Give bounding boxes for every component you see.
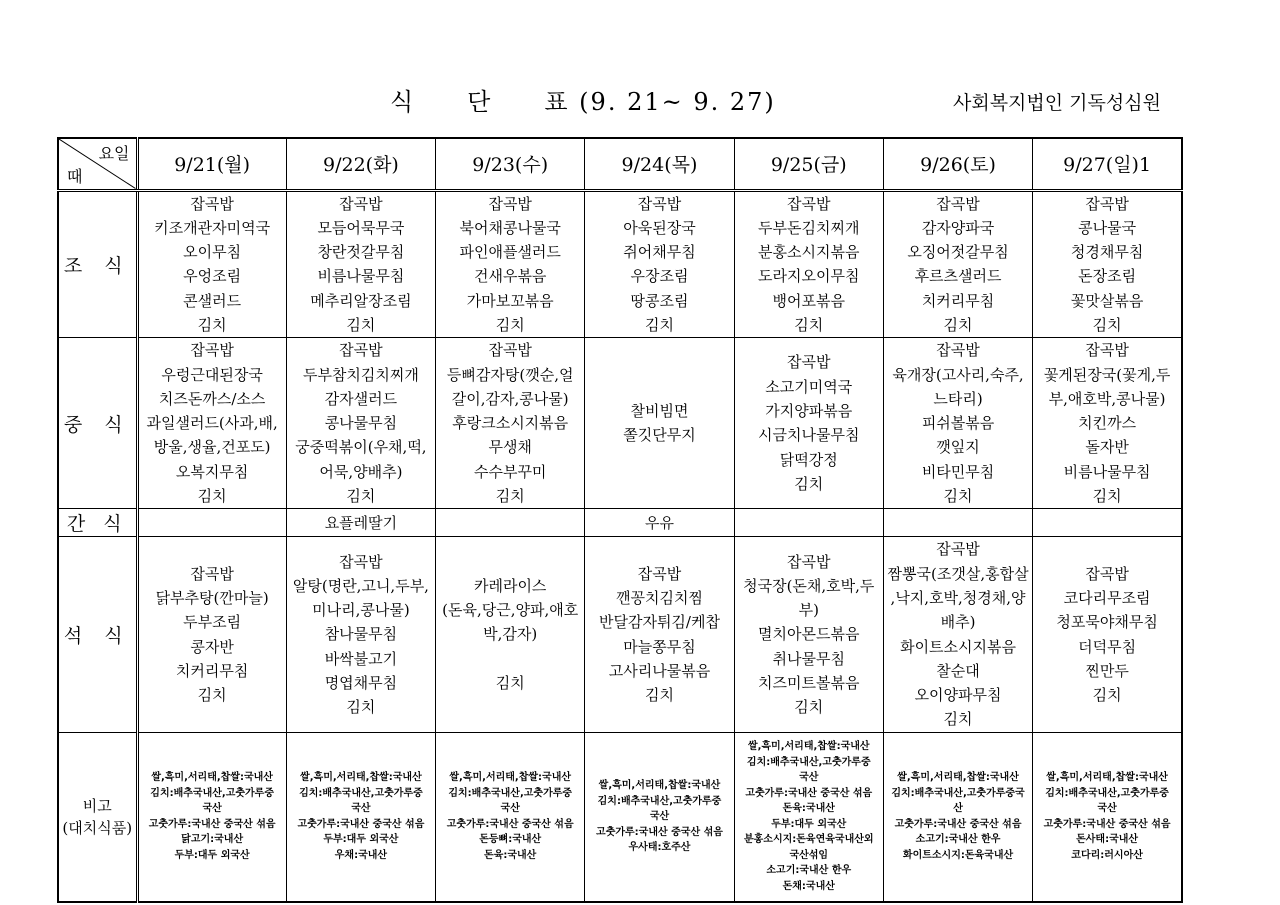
menu-item: 꽃맛살볶음 xyxy=(1070,291,1144,310)
meal-label-snack: 간 식 xyxy=(58,509,137,537)
notes-cell-3 xyxy=(436,732,585,902)
menu-item: 감자양파국 xyxy=(921,218,995,237)
menu-item: ,낙지,호박,청경채,양 xyxy=(890,588,1026,607)
origin-note: 두부:대두 외국산 xyxy=(174,849,250,861)
origin-note: 쌀,흑미,서리태,찹쌀:국내산 xyxy=(1046,772,1168,784)
lunch-cell-3 xyxy=(436,338,585,509)
breakfast-cell-3 xyxy=(436,190,585,338)
origin-note: 두부:대두 외국산 xyxy=(771,818,847,830)
menu-item xyxy=(436,647,584,671)
menu-item: 키조개관자미역국 xyxy=(154,218,271,237)
menu-item: 취나물무침 xyxy=(772,649,845,668)
day-header: 9/22(화) xyxy=(286,138,435,190)
snack-cell xyxy=(436,509,585,537)
origin-note: 쌀,흑미,서리태,찹쌀:국내산 xyxy=(449,772,572,784)
origin-note: 고춧가루:국내산 중국산 섞음 xyxy=(297,818,425,830)
menu-item: 잡곡밥 xyxy=(936,194,980,213)
origin-note: 두부:대두 외국산 xyxy=(323,834,399,846)
menu-item: 수수부꾸미 xyxy=(473,462,547,481)
menu-item: 청국장(돈채,호박,두 xyxy=(743,576,875,595)
origin-note: 국산 xyxy=(1097,803,1117,815)
origin-note: 김치:배추국내산,고춧가루중국 xyxy=(891,787,1025,799)
origin-note: 김치:배추국내산,고춧가루중 xyxy=(299,787,423,799)
origin-note: 국산 xyxy=(799,772,819,784)
notes-cell-2 xyxy=(286,732,435,902)
breakfast-cell-4 xyxy=(585,190,734,338)
origin-note: 국산 xyxy=(202,803,222,815)
menu-item: 비타민무침 xyxy=(921,462,995,481)
menu-item: 콩나물국 xyxy=(1078,218,1137,237)
menu-item: 아욱된장국 xyxy=(623,218,696,237)
menu-item: 등뼈감자탕(깻순,얼 xyxy=(446,365,574,384)
day-header: 9/27(일)1 xyxy=(1033,138,1182,190)
menu-item: 콩나물무침 xyxy=(324,414,398,433)
menu-item: 두부돈김치찌개 xyxy=(758,218,860,237)
menu-item: 치즈미트볼볶음 xyxy=(758,673,860,692)
page-title: 식 단 표 (9. 21~ 9. 27) xyxy=(390,88,776,116)
menu-item: 시금치나물무침 xyxy=(758,426,860,445)
menu-item: 콘샐러드 xyxy=(183,291,242,310)
menu-item: 치커리무침 xyxy=(175,661,249,680)
menu-item: 피쉬볼볶음 xyxy=(921,414,995,433)
origin-note: 쌀,흑미,서리태,찹쌀:국내산 xyxy=(151,772,273,784)
menu-item: 깻잎지 xyxy=(936,438,980,457)
menu-item: 잡곡밥 xyxy=(339,552,383,571)
menu-item: 잡곡밥 xyxy=(936,540,980,559)
dinner-cell-6 xyxy=(883,537,1032,732)
menu-item: 치킨까스 xyxy=(1078,414,1137,433)
lunch-row xyxy=(58,338,1182,509)
menu-item: 김치 xyxy=(644,315,674,334)
dinner-cell-5 xyxy=(734,537,883,732)
menu-item: 궁중떡볶이(우채,떡, xyxy=(295,438,427,457)
day-header: 9/25(금) xyxy=(734,138,883,190)
dinner-cell-2 xyxy=(286,537,435,732)
menu-item: 김치 xyxy=(346,315,376,334)
menu-item: 오복지무침 xyxy=(175,462,249,481)
menu-item: 깬꽁치김치찜 xyxy=(616,588,703,607)
notes-cell-1 xyxy=(137,732,286,902)
menu-item: 잡곡밥 xyxy=(190,341,234,360)
menu-item: 김치 xyxy=(943,315,973,334)
origin-note: 돈채:국내산 xyxy=(782,880,835,892)
day-header: 9/24(목) xyxy=(585,138,734,190)
breakfast-cell-2 xyxy=(286,190,435,338)
menu-item: 김치 xyxy=(197,315,227,334)
origin-note: 쌀,흑미,서리태,찹쌀:국내산 xyxy=(598,780,721,792)
menu-item: 김치 xyxy=(1092,315,1122,334)
menu-item: 어묵,양배추) xyxy=(319,462,403,481)
meal-label-breakfast: 조 식 xyxy=(58,190,137,338)
notes-label-line1: 비고 xyxy=(82,796,112,815)
menu-item: 잡곡밥 xyxy=(787,194,831,213)
menu-item: 청경채무침 xyxy=(1070,243,1144,262)
corner-cell xyxy=(58,138,137,190)
menu-item: 부,애호박,콩나물) xyxy=(1048,389,1166,408)
menu-item: 오징어젓갈무침 xyxy=(907,243,1009,262)
notes-label xyxy=(58,732,137,902)
menu-item: 모듬어묵무국 xyxy=(317,218,405,237)
menu-item: 김치 xyxy=(197,487,227,506)
menu-item: 오이양파무침 xyxy=(914,686,1002,705)
menu-item: 두부참치김치찌개 xyxy=(302,365,419,384)
menu-item: 배추) xyxy=(940,613,976,632)
snack-cell: 요플레딸기 xyxy=(286,509,435,537)
menu-item: 마늘쫑무침 xyxy=(623,637,696,656)
menu-item: 잡곡밥 xyxy=(637,194,682,213)
origin-note: 분홍소시지:돈육연육국내산외 xyxy=(743,834,874,846)
breakfast-cell-5 xyxy=(734,190,883,338)
menu-item: 김치 xyxy=(794,315,824,334)
origin-note: 고춧가루:국내산 중국산 섞음 xyxy=(446,818,574,830)
menu-item: 육개장(고사리,숙주, xyxy=(892,365,1024,384)
origin-note: 돈육:국내산 xyxy=(484,849,537,861)
origin-note: 김치:배추국내산,고춧가루중 xyxy=(597,795,722,807)
header-row xyxy=(58,138,1182,190)
menu-item: 김치 xyxy=(1092,487,1122,506)
menu-item: 화이트소시지볶음 xyxy=(900,637,1016,656)
lunch-cell-4 xyxy=(585,338,734,509)
meal-label-dinner: 석 식 xyxy=(58,537,137,732)
menu-item: 잡곡밥 xyxy=(787,353,831,372)
origin-note: 쌀,흑미,서리태,찹쌀:국내산 xyxy=(300,772,422,784)
menu-item: 부) xyxy=(798,601,819,620)
menu-item: 김치 xyxy=(794,698,824,717)
dinner-cell-3 xyxy=(436,537,585,732)
menu-item: 우장조림 xyxy=(630,267,689,286)
menu-item: 땅콩조림 xyxy=(630,291,689,310)
menu-item: 감자샐러드 xyxy=(324,389,398,408)
menu-item: 코다리무조림 xyxy=(1063,588,1151,607)
menu-item: 찰순대 xyxy=(936,661,980,680)
menu-item: 오이무침 xyxy=(183,243,242,262)
menu-item: 가지양파볶음 xyxy=(765,402,853,421)
menu-item: 짬뽕국(조갯살,홍합살 xyxy=(887,564,1029,583)
menu-item: 김치 xyxy=(794,474,824,493)
lunch-cell-2 xyxy=(286,338,435,509)
origin-note: 우사태:호주산 xyxy=(628,842,691,854)
menu-item: 잡곡밥 xyxy=(190,194,234,213)
menu-item: 멸치아몬드볶음 xyxy=(758,625,860,644)
menu-item: 고사리나물볶음 xyxy=(608,661,711,680)
menu-item: 카레라이스 xyxy=(473,576,547,595)
menu-item: 청포묵야채무침 xyxy=(1056,613,1158,632)
snack-row xyxy=(58,509,1182,537)
origin-note: 산 xyxy=(953,803,963,815)
menu-item: 방울,생율,건포도) xyxy=(153,438,271,457)
lunch-cell-6 xyxy=(883,338,1032,509)
menu-item: 잡곡밥 xyxy=(339,194,383,213)
menu-item: 뱅어포볶음 xyxy=(772,291,845,310)
snack-cell xyxy=(883,509,1032,537)
menu-item: 무생채 xyxy=(488,438,532,457)
corner-day-label: 요일 xyxy=(98,144,130,163)
menu-item: 잡곡밥 xyxy=(190,564,234,583)
menu-item: 김치 xyxy=(943,710,973,729)
menu-item: 꽃게된장국(꽃게,두 xyxy=(1043,365,1171,384)
origin-note: 우채:국내산 xyxy=(334,849,388,861)
breakfast-row xyxy=(58,190,1182,338)
menu-item: 돌자반 xyxy=(1085,438,1129,457)
menu-item: 돈장조림 xyxy=(1078,267,1137,286)
origin-note: 김치:배추국내산,고춧가루중 xyxy=(150,787,274,799)
origin-note: 김치:배추국내산,고춧가루중 xyxy=(1045,787,1169,799)
menu-item: 과일샐러드(사과,배, xyxy=(146,414,278,433)
menu-item: 잡곡밥 xyxy=(488,194,532,213)
origin-note: 고춧가루:국내산 중국산 섞음 xyxy=(1043,818,1171,830)
origin-note: 김치:배추국내산,고춧가루중 xyxy=(746,756,871,768)
weekly-menu-table xyxy=(57,137,1183,903)
snack-cell xyxy=(734,509,883,537)
menu-item: 파인애플샐러드 xyxy=(459,243,561,262)
origin-note: 고춧가루:국내산 중국산 섞음 xyxy=(596,826,723,838)
menu-item: 김치 xyxy=(495,315,525,334)
menu-item: 닭부추탕(깐마늘) xyxy=(155,588,269,607)
origin-note: 국산섞임 xyxy=(789,849,829,861)
menu-item: 잡곡밥 xyxy=(936,341,980,360)
menu-item: 분홍소시지볶음 xyxy=(758,243,860,262)
menu-item: 도라지오이무침 xyxy=(758,267,860,286)
menu-item: 반달감자튀김/케찹 xyxy=(598,613,720,632)
dinner-cell-1 xyxy=(137,537,286,732)
origin-note: 소고기:국내산 한우 xyxy=(915,834,1001,846)
menu-item: 소고기미역국 xyxy=(765,377,853,396)
breakfast-cell-7 xyxy=(1033,190,1182,338)
snack-cell xyxy=(137,509,286,537)
dinner-cell-4 xyxy=(585,537,734,732)
menu-item: 박,감자) xyxy=(483,625,538,644)
menu-item: 김치 xyxy=(346,487,376,506)
menu-item: 창란젓갈무침 xyxy=(317,243,405,262)
menu-item: 잡곡밥 xyxy=(488,341,532,360)
menu-item: 김치 xyxy=(495,487,525,506)
lunch-cell-1 xyxy=(137,338,286,509)
origin-note: 쌀,흑미,서리태,찹쌀:국내산 xyxy=(897,772,1019,784)
menu-item: 명엽채무침 xyxy=(324,673,398,692)
origin-note: 돈등뼈:국내산 xyxy=(479,834,542,846)
day-header: 9/23(수) xyxy=(436,138,585,190)
menu-item: 콩자반 xyxy=(190,637,234,656)
origin-note: 돈육:국내산 xyxy=(782,803,835,815)
menu-item: 잡곡밥 xyxy=(1085,341,1129,360)
origin-note: 코다리:러시아산 xyxy=(1071,849,1143,861)
menu-item: 잡곡밥 xyxy=(1085,194,1129,213)
menu-item: 비름나물무침 xyxy=(1063,462,1151,481)
origin-note: 고춧가루:국내산 중국산 섞음 xyxy=(148,818,276,830)
menu-item: 김치 xyxy=(943,487,973,506)
origin-note: 고춧가루:국내산 중국산 섞음 xyxy=(745,787,873,799)
menu-item: 북어채콩나물국 xyxy=(459,218,561,237)
menu-item: 잡곡밥 xyxy=(1085,564,1129,583)
menu-item: 더덕무침 xyxy=(1078,637,1137,656)
lunch-cell-7 xyxy=(1033,338,1182,509)
menu-item: 김치 xyxy=(495,673,525,692)
menu-item: (돈육,당근,양파,애호 xyxy=(442,601,579,620)
menu-item: 후랑크소시지볶음 xyxy=(452,414,569,433)
origin-note: 쌀,흑미,서리태,찹쌀:국내산 xyxy=(747,741,870,753)
menu-item: 김치 xyxy=(197,686,227,705)
day-header: 9/21(월) xyxy=(137,138,286,190)
menu-item: 메추리알장조림 xyxy=(310,291,412,310)
menu-item: 잡곡밥 xyxy=(637,564,682,583)
origin-note: 국산 xyxy=(500,803,520,815)
menu-item: 잡곡밥 xyxy=(787,552,831,571)
menu-item: 미나리,콩나물) xyxy=(312,601,410,620)
menu-item: 바싹불고기 xyxy=(324,649,398,668)
menu-item: 찐만두 xyxy=(1085,661,1129,680)
dinner-row xyxy=(58,537,1182,732)
menu-item: 알탕(명란,고니,두부, xyxy=(292,576,429,595)
origin-note: 화이트소시지:돈육국내산 xyxy=(902,849,1014,861)
organization-name: 사회복지법인 기독성심원 xyxy=(953,92,1161,114)
menu-item: 참나물무침 xyxy=(324,625,398,644)
menu-item: 두부조림 xyxy=(183,613,242,632)
menu-item: 김치 xyxy=(346,698,376,717)
menu-item: 찰비빔면 xyxy=(630,402,689,421)
notes-cell-5 xyxy=(734,732,883,902)
notes-row xyxy=(58,732,1182,902)
origin-note: 소고기:국내산 한우 xyxy=(766,865,852,877)
snack-cell: 우유 xyxy=(585,509,734,537)
origin-note: 김치:배추국내산,고춧가루중 xyxy=(448,787,573,799)
menu-item: 우렁근대된장국 xyxy=(161,365,263,384)
meal-label-lunch: 중 식 xyxy=(58,338,137,509)
dinner-cell-7 xyxy=(1033,537,1182,732)
menu-item: 가마보꼬볶음 xyxy=(466,291,554,310)
notes-label-line2: (대치식품) xyxy=(62,818,133,837)
menu-item: 비름나물무침 xyxy=(317,267,405,286)
menu-item: 후르츠샐러드 xyxy=(914,267,1002,286)
menu-item: 우엉조림 xyxy=(183,267,242,286)
menu-item: 건새우볶음 xyxy=(473,267,547,286)
day-header: 9/26(토) xyxy=(883,138,1032,190)
menu-item: 느타리) xyxy=(933,389,983,408)
notes-cell-4 xyxy=(585,732,734,902)
breakfast-cell-6 xyxy=(883,190,1032,338)
breakfast-cell-1 xyxy=(137,190,286,338)
origin-note: 돈사태:국내산 xyxy=(1076,834,1139,846)
origin-note: 국산 xyxy=(351,803,371,815)
snack-cell xyxy=(1033,509,1182,537)
menu-item: 김치 xyxy=(1092,686,1122,705)
menu-item: 쫄깃단무지 xyxy=(623,426,696,445)
menu-item: 갈이,감자,콩나물) xyxy=(451,389,569,408)
menu-item: 치즈돈까스/소스 xyxy=(158,389,266,408)
menu-item: 김치 xyxy=(644,686,674,705)
menu-item: 쥐어채무침 xyxy=(623,243,696,262)
corner-meal-label: 때 xyxy=(67,166,83,186)
lunch-cell-5 xyxy=(734,338,883,509)
menu-item: 닭떡강정 xyxy=(779,450,838,469)
notes-cell-7 xyxy=(1033,732,1182,902)
origin-note: 닭고기:국내산 xyxy=(181,834,244,846)
menu-item: 잡곡밥 xyxy=(339,341,383,360)
menu-item: 치커리무침 xyxy=(921,291,995,310)
origin-note: 고춧가루:국내산 중국산 섞음 xyxy=(894,818,1022,830)
origin-note: 국산 xyxy=(649,811,670,823)
notes-cell-6 xyxy=(883,732,1032,902)
